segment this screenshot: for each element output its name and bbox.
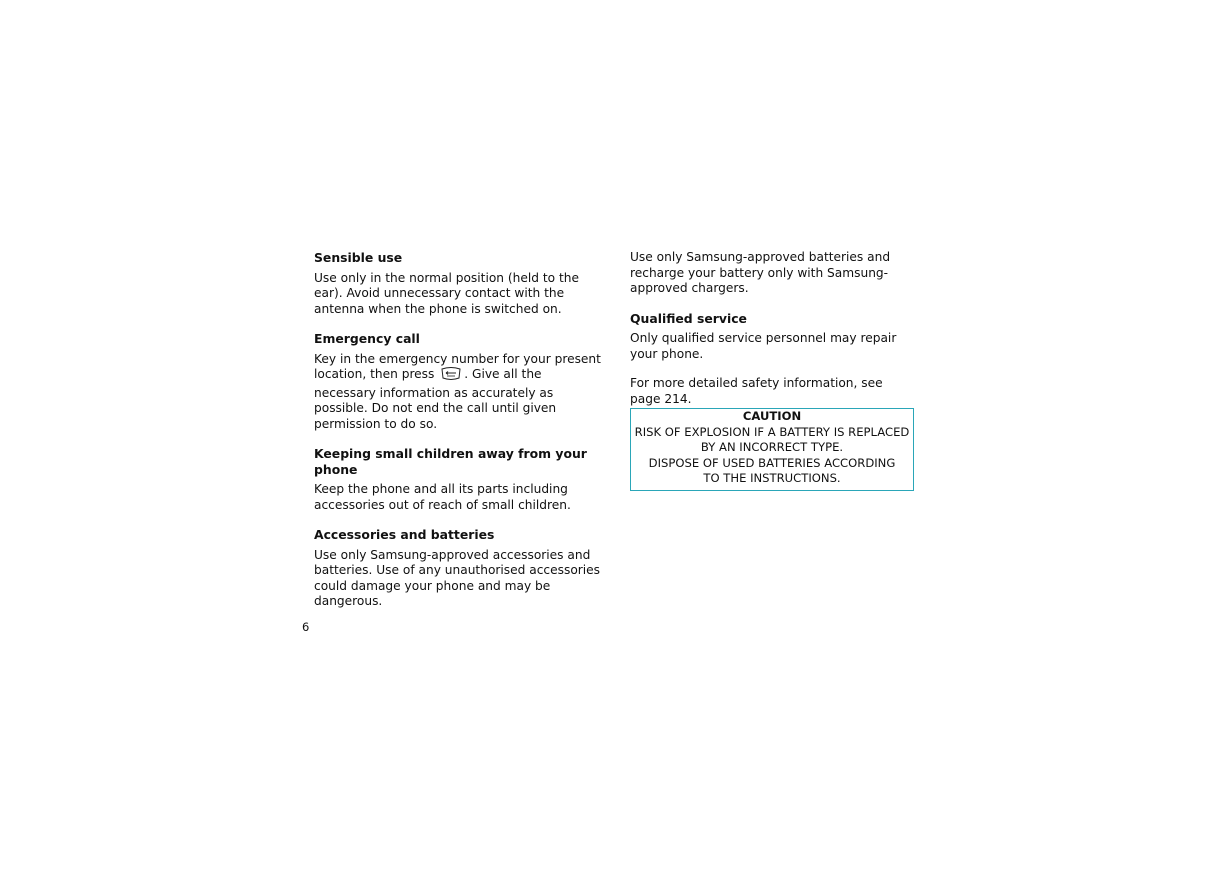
more-info-text: For more detailed safety information, see page 214. — [630, 376, 883, 406]
text-before-icon: Key in the emergency number for your present location, then press — [314, 351, 601, 381]
send-key-icon — [440, 367, 462, 386]
section-emergency-call — [314, 331, 604, 432]
caution-title: CAUTION — [742, 409, 802, 423]
section-title: Emergency call — [314, 331, 420, 346]
section-title: Sensible use — [314, 250, 403, 265]
caution-line: RISK OF EXPLOSION IF A BATTERY IS REPLACED — [634, 424, 910, 439]
caution-line: BY AN INCORRECT TYPE. — [700, 440, 844, 454]
right-column — [630, 250, 914, 491]
section-text: Only qualified service personnel may repair your phone. — [630, 331, 897, 361]
batteries-text: Use only Samsung-approved batteries and recharge your battery only with Samsung-approved chargers. — [630, 250, 891, 295]
section-title: Keeping small children away from your phone — [314, 446, 587, 477]
page-number: 6 — [302, 620, 310, 634]
section-sensible-use — [314, 250, 604, 317]
section-text: Use only Samsung-approved accessories and batteries. Use of any unauthorised accessories could damage your phone and may be dangerous. — [314, 547, 601, 608]
section-title: Qualified service — [630, 310, 747, 326]
section-text: Keep the phone and all its parts including accessories out of reach of small children. — [314, 482, 571, 512]
section-accessories — [314, 527, 604, 610]
section-qualified-service — [630, 311, 914, 363]
section-text — [314, 352, 604, 433]
section-text: Use only in the normal position (held to the ear). Avoid unnecessary contact with the antenna when the phone is switched on. — [314, 270, 579, 316]
section-title: Accessories and batteries — [314, 527, 495, 542]
left-column — [314, 250, 604, 624]
caution-box — [630, 408, 914, 491]
section-children — [314, 446, 604, 513]
text-after-icon: . Give all the necessary information as accurately as possible. Do not end the call until given permission to do so. — [314, 367, 557, 431]
caution-line: TO THE INSTRUCTIONS. — [703, 471, 841, 485]
caution-line: DISPOSE OF USED BATTERIES ACCORDING — [648, 455, 896, 470]
